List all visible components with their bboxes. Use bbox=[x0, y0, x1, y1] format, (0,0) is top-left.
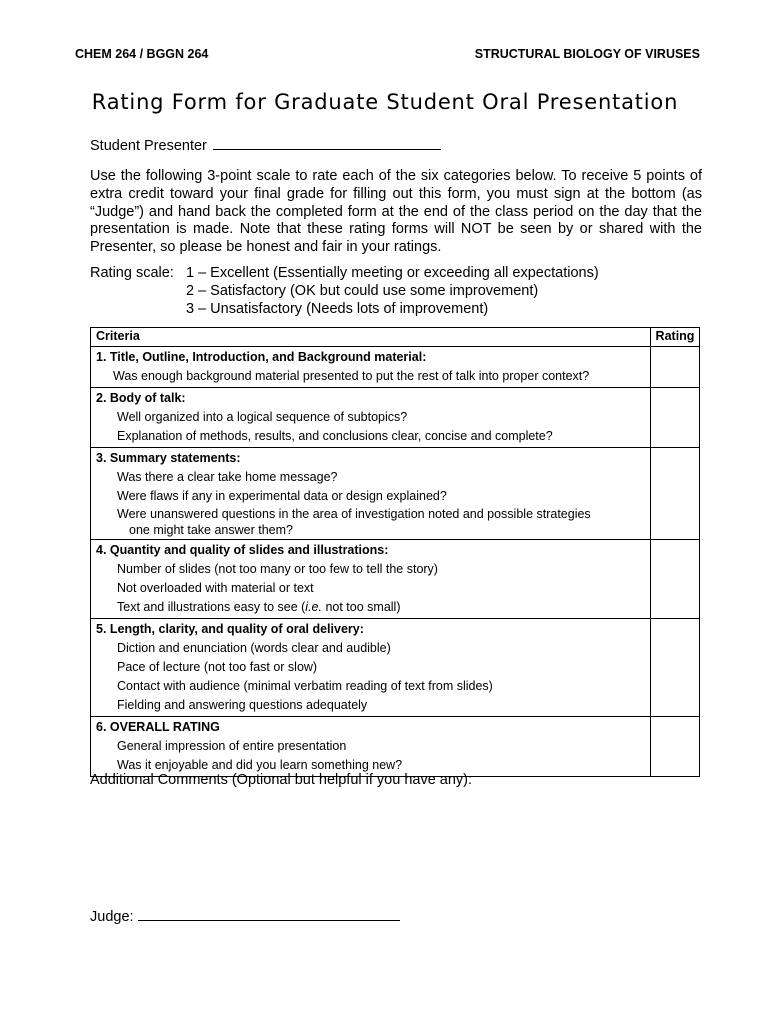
criteria-table bbox=[90, 327, 700, 777]
rating-cell[interactable] bbox=[651, 540, 700, 619]
course-title: STRUCTURAL BIOLOGY OF VIRUSES bbox=[474, 47, 700, 61]
rating-level-2: 2 – Satisfactory (OK but could use some improvement) bbox=[186, 283, 539, 299]
rating-level-1: 1 – Excellent (Essentially meeting or exceeding all expectations) bbox=[186, 265, 599, 281]
category-title: 2. Body of talk: bbox=[96, 391, 186, 405]
table-row bbox=[91, 619, 700, 717]
category-title: 4. Quantity and quality of slides and illustrations: bbox=[96, 543, 389, 557]
criteria-item: Were unanswered questions in the area of investigation noted and possible strategies bbox=[117, 507, 591, 521]
category-title: 5. Length, clarity, and quality of oral delivery: bbox=[96, 622, 364, 636]
judge-field bbox=[90, 906, 400, 925]
table-row bbox=[91, 448, 700, 540]
criteria-item: Explanation of methods, results, and conclusions clear, concise and complete? bbox=[117, 429, 553, 443]
criteria-item: Pace of lecture (not too fast or slow) bbox=[117, 660, 318, 674]
criteria-item: Was enough background material presented to put the rest of talk into proper context? bbox=[113, 369, 590, 383]
category-title: 3. Summary statements: bbox=[96, 451, 241, 465]
criteria-item: one might take answer them? bbox=[129, 523, 293, 537]
criteria-item-text: not too small) bbox=[321, 600, 401, 614]
judge-signature-blank[interactable] bbox=[138, 906, 400, 921]
table-row bbox=[91, 540, 700, 619]
criteria-item: Was it enjoyable and did you learn something new? bbox=[117, 758, 403, 772]
table-row bbox=[91, 388, 700, 448]
course-code: CHEM 264 / BGGN 264 bbox=[75, 47, 209, 61]
criteria-item: General impression of entire presentation bbox=[117, 739, 347, 753]
student-presenter-field bbox=[90, 135, 441, 154]
criteria-item: Not overloaded with material or text bbox=[117, 581, 314, 595]
rating-level-3: 3 – Unsatisfactory (Needs lots of improvement) bbox=[186, 301, 489, 317]
criteria-item: Fielding and answering questions adequately bbox=[117, 698, 368, 712]
student-presenter-label: Student Presenter bbox=[90, 138, 207, 154]
rating-column-header: Rating bbox=[651, 328, 700, 347]
rating-cell[interactable] bbox=[651, 388, 700, 448]
criteria-item: Contact with audience (minimal verbatim reading of text from slides) bbox=[117, 679, 493, 693]
criteria-item: Were flaws if any in experimental data or design explained? bbox=[117, 489, 447, 503]
rating-scale-label: Rating scale: bbox=[90, 265, 174, 281]
rating-cell[interactable] bbox=[651, 448, 700, 540]
student-presenter-blank[interactable] bbox=[213, 135, 441, 150]
judge-label: Judge: bbox=[90, 909, 134, 925]
rating-cell[interactable] bbox=[651, 347, 700, 388]
criteria-item-text: Text and illustrations easy to see ( bbox=[117, 600, 306, 614]
additional-comments-label: Additional Comments (Optional but helpful if you have any): bbox=[90, 772, 473, 788]
rating-scale bbox=[90, 264, 599, 318]
table-row bbox=[91, 347, 700, 388]
table-header-row bbox=[91, 328, 700, 347]
criteria-item-emphasis: i.e. bbox=[305, 600, 322, 614]
category-title: 1. Title, Outline, Introduction, and Background material: bbox=[96, 350, 427, 364]
rating-cell[interactable] bbox=[651, 717, 700, 777]
table-row bbox=[91, 717, 700, 777]
rating-cell[interactable] bbox=[651, 619, 700, 717]
criteria-item: Diction and enunciation (words clear and audible) bbox=[117, 641, 391, 655]
form-title: Rating Form for Graduate Student Oral Presentation bbox=[91, 90, 679, 114]
criteria-item: Was there a clear take home message? bbox=[117, 470, 338, 484]
instructions-paragraph: Use the following 3-point scale to rate each of the six categories below. To receive 5 points of extra credit toward your final grade for filling out this form, you must sign at the bottom (as “Judge”) and hand back the completed form at the end of the class period on the day that the presentation is made. Note that these rating forms will NOT be seen by or shared with the Presenter, so please be honest and fair in your ratings. bbox=[90, 168, 702, 256]
criteria-item: Well organized into a logical sequence of subtopics? bbox=[117, 410, 408, 424]
criteria-item: Number of slides (not too many or too few to tell the story) bbox=[117, 562, 438, 576]
criteria-column-header: Criteria bbox=[91, 328, 651, 347]
criteria-item bbox=[96, 598, 645, 617]
category-title: 6. OVERALL RATING bbox=[96, 720, 220, 734]
